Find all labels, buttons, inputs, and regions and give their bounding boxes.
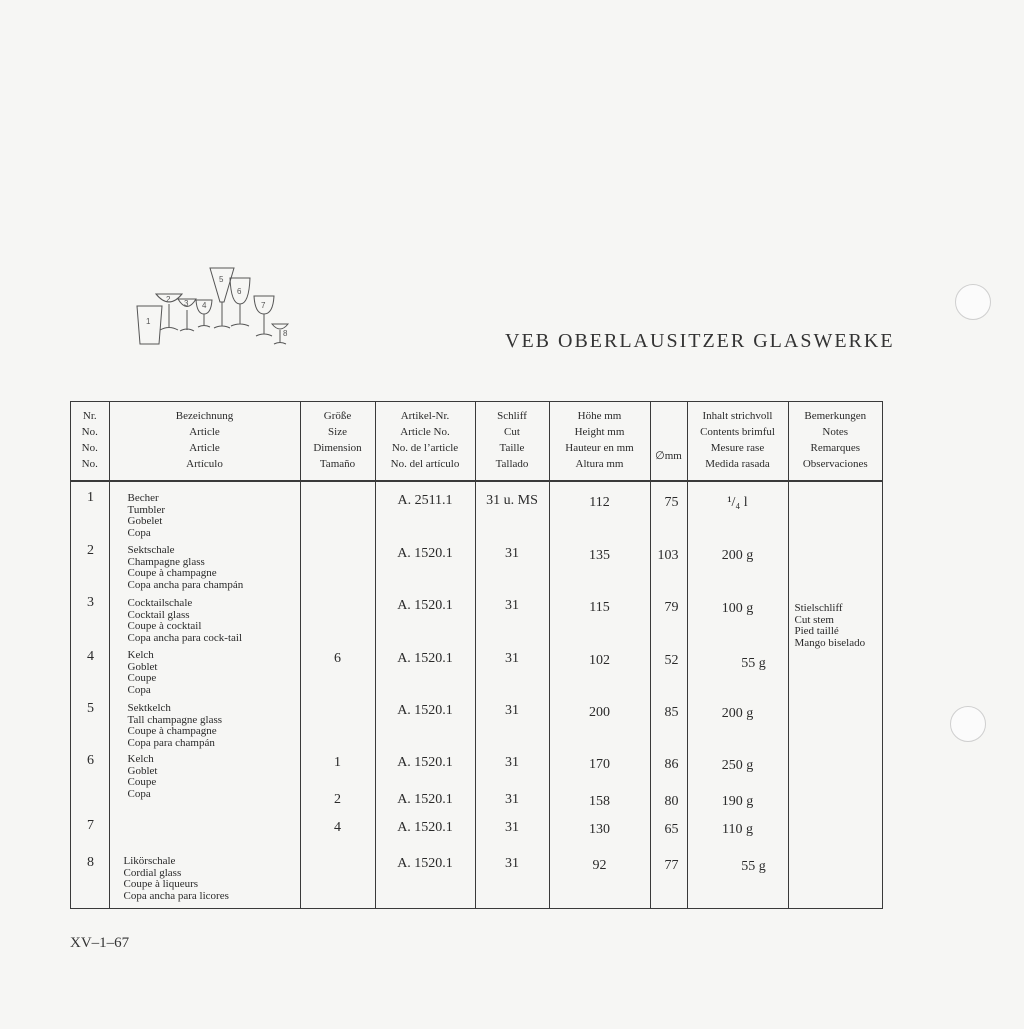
row-7-height: 130	[589, 822, 610, 837]
page-code: XV–1–67	[70, 935, 130, 951]
header-cut: Schliff Cut Taille Tallado	[475, 402, 549, 481]
header-name: Bezeichnung Article Article Artículo	[109, 402, 300, 481]
illus-num-6: 6	[237, 287, 242, 296]
row-1-height: 112	[589, 495, 610, 510]
row-5-capacity: 200 g	[721, 706, 754, 721]
row-3-diameter: 79	[664, 600, 679, 615]
row-1-article: A. 2511.1	[397, 493, 453, 508]
row-3-article: A. 1520.1	[397, 598, 453, 613]
row-5-cut: 31	[505, 703, 519, 718]
row-6b-size: 2	[334, 792, 341, 807]
row-8-diameter: 77	[664, 858, 679, 873]
row-3-cut: 31	[505, 598, 519, 613]
header-height: Höhe mm Height mm Hauteur en mm Altura mm	[549, 402, 650, 481]
binder-hole-top	[955, 284, 991, 320]
row-5-nr: 5	[87, 701, 94, 716]
header-notes: Bemerkungen Notes Remarques Observaciones	[788, 402, 882, 481]
row-1-nr: 1	[87, 490, 94, 505]
row-4-nr: 4	[87, 649, 94, 664]
row-8-capacity: 55 g	[741, 859, 766, 874]
row-2-diameter: 103	[657, 548, 679, 563]
row-7-article: A. 1520.1	[397, 820, 453, 835]
row-4-size: 6	[334, 651, 341, 666]
row-1-cut: 31 u. MS	[486, 493, 538, 508]
col-capacity	[687, 481, 788, 908]
row-5-height: 200	[589, 705, 610, 720]
row-2-capacity: 200 g	[721, 548, 754, 563]
company-title: VEB OBERLAUSITZER GLASWERKE	[505, 330, 895, 352]
row-4-names: Kelch Goblet Coupe Copa	[127, 649, 158, 696]
row-4-diameter: 52	[664, 653, 679, 668]
illus-num-1: 1	[146, 317, 151, 326]
illus-num-2: 2	[166, 295, 171, 304]
row-3-names: Cocktailschale Cocktail glass Coupe à cocktail Copa ancha para cock-tail	[127, 597, 243, 644]
row-6b-diameter: 80	[664, 794, 679, 809]
row-7-diameter: 65	[664, 822, 679, 837]
row-7-cut: 31	[505, 820, 519, 835]
header-capacity: Inhalt strichvoll Contents brimful Mesure rase Medida rasada	[687, 402, 788, 481]
row-6-height: 170	[589, 757, 610, 772]
row-8-article: A. 1520.1	[397, 856, 453, 871]
row-7-capacity: 110 g	[722, 822, 753, 837]
row-6-article: A. 1520.1	[397, 755, 453, 770]
illus-num-7: 7	[261, 301, 266, 310]
illus-num-8: 8	[283, 329, 288, 338]
row-6-capacity: 250 g	[721, 758, 754, 773]
row-8-height: 92	[592, 858, 607, 873]
row-4-height: 102	[589, 653, 610, 668]
header-size: Größe Size Dimension Tamaño	[300, 402, 375, 481]
row-2-names: Sektschale Champagne glass Coupe à champagne Copa ancha para champán	[127, 544, 244, 591]
header-article-no: Artikel-Nr. Article No. No. de l’article No. del artículo	[375, 402, 475, 481]
product-table	[70, 401, 883, 909]
row-4-capacity: 55 g	[741, 656, 766, 671]
illus-num-5: 5	[219, 275, 224, 284]
col-nr	[71, 481, 109, 908]
col-article	[375, 481, 475, 908]
row-6b-cut: 31	[505, 792, 519, 807]
col-size	[300, 481, 375, 908]
col-diameter	[650, 481, 687, 908]
header-nr: Nr. No. No. No.	[71, 402, 109, 481]
row-3-capacity: 100 g	[721, 601, 754, 616]
col-names	[109, 481, 300, 908]
binder-hole-bottom	[950, 706, 986, 742]
row-1-names: Becher Tumbler Gobelet Copa	[127, 492, 165, 539]
row-2-height: 135	[589, 548, 610, 563]
row-5-names: Sektkelch Tall champagne glass Coupe à champagne Copa para champán	[127, 702, 223, 749]
row-3-height: 115	[589, 600, 610, 615]
row-5-article: A. 1520.1	[397, 703, 453, 718]
row-8-nr: 8	[87, 855, 94, 870]
illus-num-4: 4	[202, 301, 207, 310]
row-1-diameter: 75	[664, 495, 679, 510]
row-6-diameter: 86	[664, 757, 679, 772]
row-6-nr: 6	[87, 753, 94, 768]
row-1-capacity: ¹/₄ l	[727, 495, 748, 510]
row-3-nr: 3	[87, 595, 94, 610]
row-8-cut: 31	[505, 856, 519, 871]
remarks-cut-stem: Stielschliff Cut stem Pied taillé Mango biselado	[794, 602, 866, 649]
glassware-illustration	[132, 262, 297, 347]
row-6-names: Kelch Goblet Coupe Copa	[127, 753, 158, 800]
row-4-article: A. 1520.1	[397, 651, 453, 666]
row-7-size: 4	[334, 820, 341, 835]
row-2-cut: 31	[505, 546, 519, 561]
row-6-size: 1	[334, 755, 341, 770]
row-6b-article: A. 1520.1	[397, 792, 453, 807]
row-6-cut: 31	[505, 755, 519, 770]
header-diameter: ∅mm	[650, 402, 687, 481]
row-5-diameter: 85	[664, 705, 679, 720]
row-6b-capacity: 190 g	[721, 794, 754, 809]
col-remarks	[788, 481, 882, 908]
row-6b-height: 158	[589, 794, 610, 809]
row-2-nr: 2	[87, 543, 94, 558]
row-4-cut: 31	[505, 651, 519, 666]
row-2-article: A. 1520.1	[397, 546, 453, 561]
col-cut	[475, 481, 549, 908]
row-7-nr: 7	[87, 818, 94, 833]
row-8-names: Likörschale Cordial glass Coupe à liqueurs Copa ancha para licores	[123, 855, 229, 902]
col-height	[549, 481, 650, 908]
illus-num-3: 3	[184, 299, 189, 308]
